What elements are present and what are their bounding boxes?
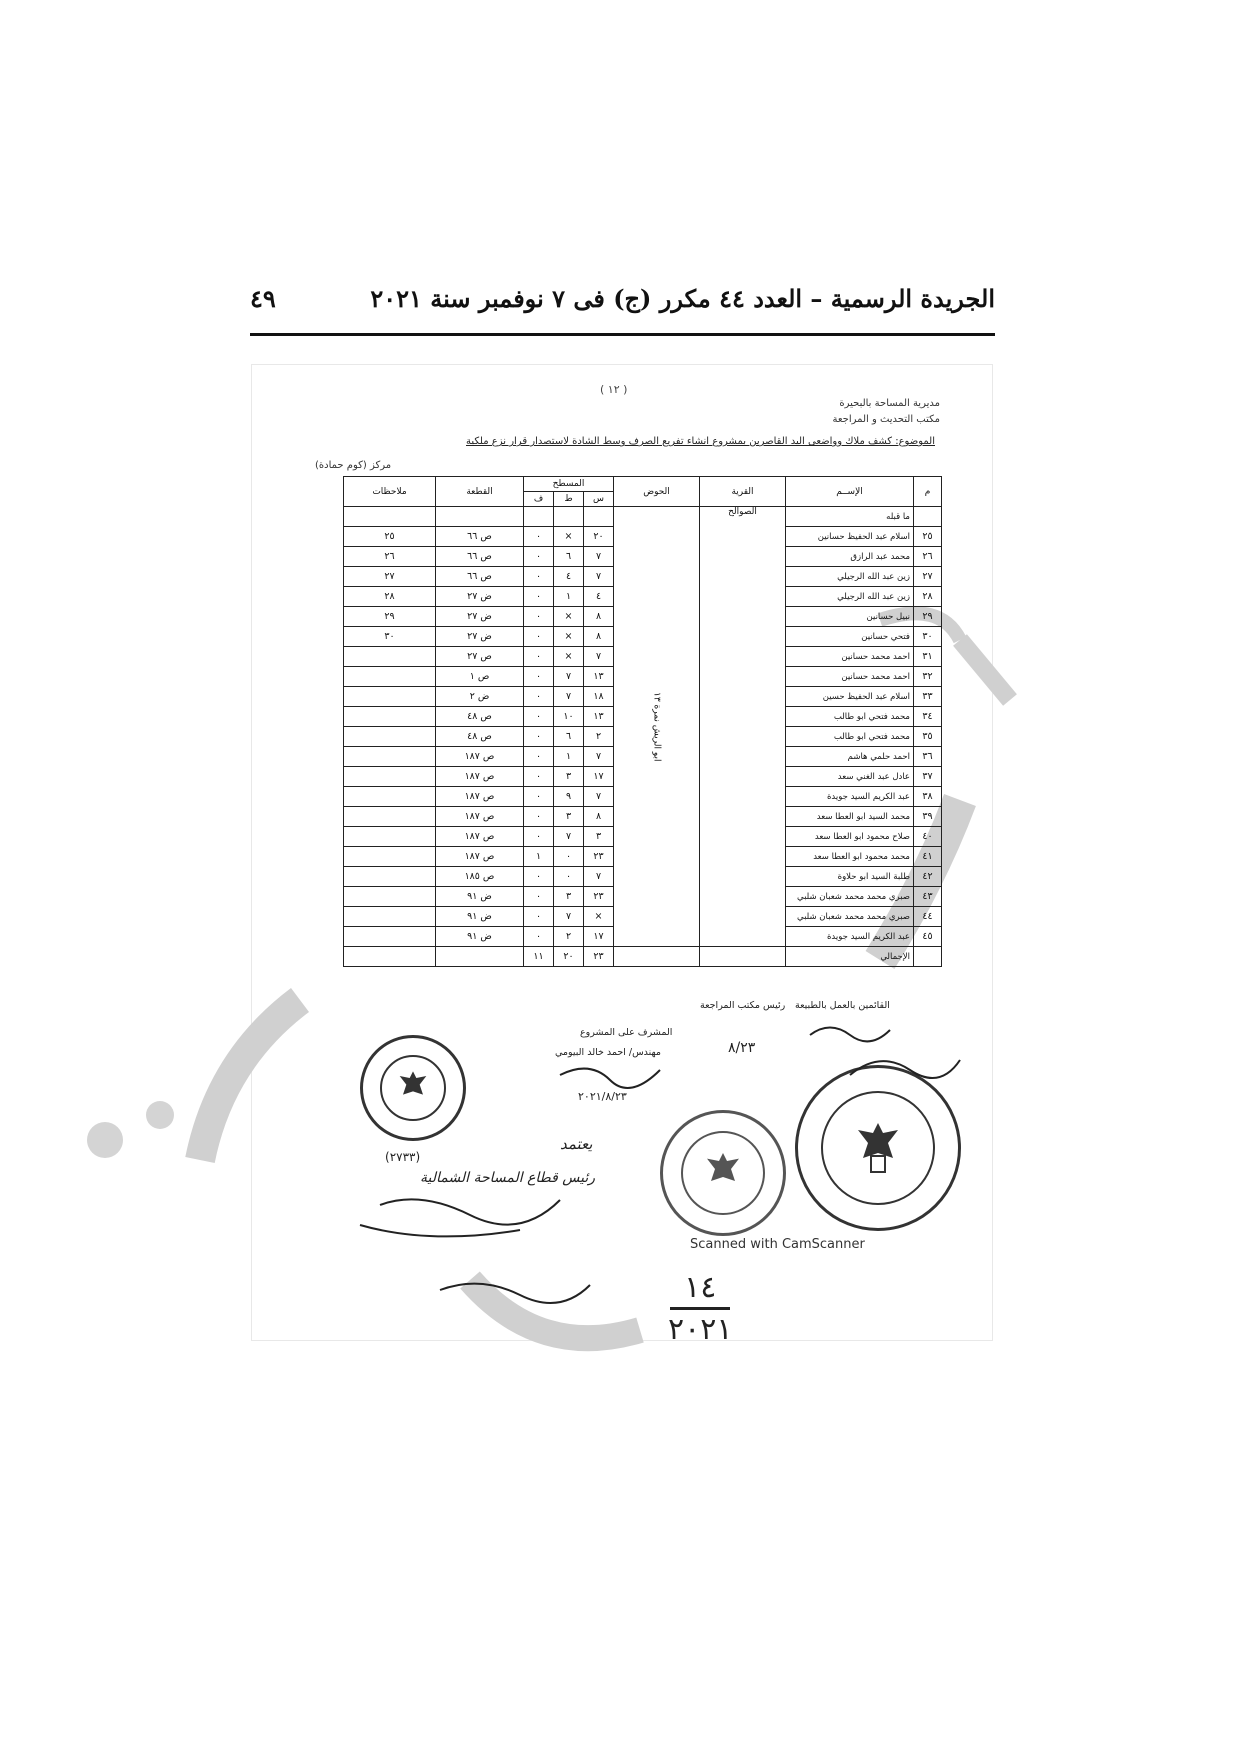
row-num: ٣٦ — [914, 747, 942, 767]
page-fraction — [668, 1270, 732, 1347]
col-name: الإســم — [786, 477, 914, 507]
row-parcel: ص ١٨٧ — [436, 847, 524, 867]
row-feddan: ٠ — [524, 547, 554, 567]
row-num: ٤٥ — [914, 927, 942, 947]
review-head-label: رئيس مكتب المراجعة — [700, 1000, 786, 1011]
row-num: ٤٠ — [914, 827, 942, 847]
row-name: زين عبد الله الرجيلي — [786, 587, 914, 607]
row-qirat: ٧ — [554, 907, 584, 927]
row-sahm: ٣ — [584, 827, 614, 847]
row-sahm: ١٣ — [584, 667, 614, 687]
row-parcel: ص ١٨٧ — [436, 767, 524, 787]
row-parcel: ص ١٨٧ — [436, 827, 524, 847]
row-feddan: ٠ — [524, 567, 554, 587]
row-qirat: ٧ — [554, 687, 584, 707]
row-name: محمد فتحي ابو طالب — [786, 727, 914, 747]
row-name: محمد السيد ابو العطا سعد — [786, 807, 914, 827]
fraction-top: ١٤ — [684, 1270, 717, 1305]
row-parcel: ص ٤٨ — [436, 707, 524, 727]
row-num: ٣٢ — [914, 667, 942, 687]
row-sahm: ٧ — [584, 547, 614, 567]
row-num: ٤٣ — [914, 887, 942, 907]
row-qirat: ٣ — [554, 807, 584, 827]
row-num: ٤٤ — [914, 907, 942, 927]
department-line-1: مديرية المساحة بالبحيرة — [839, 398, 940, 409]
basin-cell: ابو الريش نمرة ١٣ — [614, 507, 700, 947]
row-qirat: ٤ — [554, 567, 584, 587]
total-sahm: ٢٣ — [584, 947, 614, 967]
row-qirat: ٣ — [554, 887, 584, 907]
row-qirat: ٧ — [554, 827, 584, 847]
row-name: اسلام عبد الحفيظ حسين — [786, 687, 914, 707]
row-sahm: ٨ — [584, 607, 614, 627]
col-notes: ملاحظات — [344, 477, 436, 507]
row-feddan: ٠ — [524, 807, 554, 827]
col-basin: الحوض — [614, 477, 700, 507]
survey-staff-label: القائمين بالعمل بالطبيعة — [795, 1000, 890, 1011]
row-qirat: ٠ — [554, 867, 584, 887]
row-num: ٣٤ — [914, 707, 942, 727]
row-parcel: ص ٦٦ — [436, 547, 524, 567]
row-note: ٣٠ — [344, 627, 436, 647]
row-feddan: ٠ — [524, 527, 554, 547]
review-date: ٨/٢٣ — [728, 1040, 756, 1056]
row-name: عادل عبد الغني سعد — [786, 767, 914, 787]
row-sahm: ١٣ — [584, 707, 614, 727]
row-feddan: ٠ — [524, 727, 554, 747]
row-sahm: ٨ — [584, 807, 614, 827]
row-num: ٢٨ — [914, 587, 942, 607]
col-village: القرية — [700, 477, 786, 507]
row-sahm: ٧ — [584, 787, 614, 807]
col-qirat: ط — [554, 492, 584, 507]
registry-code: (٢٧٣٣) — [385, 1150, 421, 1164]
row-name: محمد فتحي ابو طالب — [786, 707, 914, 727]
row-parcel: ض ٢ — [436, 687, 524, 707]
row-feddan: ٠ — [524, 647, 554, 667]
row-parcel: ص ١٨٧ — [436, 787, 524, 807]
row-qirat: × — [554, 627, 584, 647]
row-sahm: ٧ — [584, 567, 614, 587]
row-feddan: ٠ — [524, 827, 554, 847]
row-note: ٢٦ — [344, 547, 436, 567]
row-sahm: ٨ — [584, 627, 614, 647]
row-num: ٣٠ — [914, 627, 942, 647]
row-parcel: ص ١٨٧ — [436, 747, 524, 767]
total-label: الإجمالي — [786, 947, 914, 967]
row-num: ٢٦ — [914, 547, 942, 567]
row-name: زين عبد الله الرجيلي — [786, 567, 914, 587]
carry-label: ما قبله — [786, 507, 914, 527]
row-parcel: ض ٩١ — [436, 907, 524, 927]
row-qirat: ٣ — [554, 767, 584, 787]
row-sahm: ١٨ — [584, 687, 614, 707]
row-sahm: ٢٣ — [584, 887, 614, 907]
row-num: ٣٩ — [914, 807, 942, 827]
row-name: صبري محمد محمد شعبان شلبي — [786, 887, 914, 907]
row-name: احمد محمد حسانين — [786, 647, 914, 667]
row-qirat: ١ — [554, 747, 584, 767]
row-feddan: ٠ — [524, 867, 554, 887]
total-qirat: ٢٠ — [554, 947, 584, 967]
row-name: عبد الكريم السيد جويدة — [786, 927, 914, 947]
fraction-bottom: ٢٠٢١ — [668, 1312, 733, 1347]
total-feddan: ١١ — [524, 947, 554, 967]
row-qirat: ٠ — [554, 847, 584, 867]
row-feddan: ٠ — [524, 787, 554, 807]
row-parcel: ض ٩١ — [436, 927, 524, 947]
approval-head-label: رئيس قطاع المساحة الشمالية — [420, 1170, 596, 1186]
row-parcel: ص ١٨٧ — [436, 807, 524, 827]
row-feddan: ٠ — [524, 607, 554, 627]
row-sahm: ٧ — [584, 867, 614, 887]
row-parcel: ص ١٨٥ — [436, 867, 524, 887]
row-parcel: ص ٦٦ — [436, 567, 524, 587]
row-qirat: ٦ — [554, 547, 584, 567]
row-name: اسلام عبد الحفيظ حسانين — [786, 527, 914, 547]
row-name: محمد عبد الرازق — [786, 547, 914, 567]
row-feddan: ٠ — [524, 707, 554, 727]
page-number: ٤٩ — [250, 284, 276, 313]
row-num: ٣٣ — [914, 687, 942, 707]
row-qirat: ٦ — [554, 727, 584, 747]
row-feddan: ٠ — [524, 667, 554, 687]
department-line-2: مكتب التحديث و المراجعة — [832, 414, 940, 425]
row-num: ٣١ — [914, 647, 942, 667]
row-sahm: ٧ — [584, 647, 614, 667]
row-note: ٢٩ — [344, 607, 436, 627]
engineer-name: مهندس/ احمد خالد البيومي — [555, 1047, 661, 1058]
col-sahm: س — [584, 492, 614, 507]
row-num: ٤١ — [914, 847, 942, 867]
row-note: ٢٨ — [344, 587, 436, 607]
scan-page-label: ( ١٢ ) — [600, 383, 628, 396]
row-parcel: ض ٢٧ — [436, 587, 524, 607]
row-sahm: × — [584, 907, 614, 927]
district-label: مركز (كوم حمادة) — [315, 460, 392, 471]
row-parcel: ص ٢٧ — [436, 647, 524, 667]
village-cell: الصوالح — [700, 507, 786, 947]
row-note: ٢٥ — [344, 527, 436, 547]
row-qirat: ٢ — [554, 927, 584, 947]
row-qirat: ١ — [554, 587, 584, 607]
row-qirat: ١٠ — [554, 707, 584, 727]
row-name: نبيل حسانين — [786, 607, 914, 627]
row-parcel: ص ٤٨ — [436, 727, 524, 747]
gazette-title: الجريدة الرسمية – العدد ٤٤ مكرر (ج) فى ٧ نوفمبر سنة ٢٠٢١ — [370, 284, 995, 313]
certify-note: يعتمد — [560, 1135, 593, 1153]
row-feddan: ٠ — [524, 627, 554, 647]
document-subject: الموضوع: كشف ملاك وواضعى اليد القاصرين بمشروع انشاء تفريع الصرف وسط الشادة لاستصدار قرار نزع ملكية — [466, 436, 935, 447]
row-feddan: ٠ — [524, 747, 554, 767]
row-num: ٤٢ — [914, 867, 942, 887]
row-parcel: ص ٦٦ — [436, 527, 524, 547]
row-qirat: ٧ — [554, 667, 584, 687]
row-num: ٣٥ — [914, 727, 942, 747]
row-feddan: ١ — [524, 847, 554, 867]
row-parcel: ض ٩١ — [436, 887, 524, 907]
row-sahm: ٢٣ — [584, 847, 614, 867]
fraction-line — [670, 1307, 730, 1310]
row-sahm: ٤ — [584, 587, 614, 607]
col-area: المسطح — [524, 477, 614, 492]
row-qirat: × — [554, 647, 584, 667]
row-num: ٣٧ — [914, 767, 942, 787]
row-num: ٢٧ — [914, 567, 942, 587]
row-qirat: × — [554, 607, 584, 627]
col-parcel: القطعة — [436, 477, 524, 507]
row-feddan: ٠ — [524, 907, 554, 927]
row-num: ٢٩ — [914, 607, 942, 627]
row-feddan: ٠ — [524, 687, 554, 707]
row-qirat: ٩ — [554, 787, 584, 807]
row-sahm: ١٧ — [584, 927, 614, 947]
row-num: ٣٨ — [914, 787, 942, 807]
signature-date: ٢٠٢١/٨/٢٣ — [578, 1090, 627, 1103]
row-num: ٢٥ — [914, 527, 942, 547]
row-name: صبري محمد محمد شعبان شلبي — [786, 907, 914, 927]
row-name: محمد محمود ابو العطا سعد — [786, 847, 914, 867]
row-sahm: ١٧ — [584, 767, 614, 787]
row-feddan: ٠ — [524, 587, 554, 607]
camscanner-footer: Scanned with CamScanner — [690, 1237, 865, 1252]
row-name: صلاح محمود ابو العطا سعد — [786, 827, 914, 847]
row-parcel: ص ١ — [436, 667, 524, 687]
row-note: ٢٧ — [344, 567, 436, 587]
row-name: احمد محمد حسانين — [786, 667, 914, 687]
row-name: عبد الكريم السيد جويدة — [786, 787, 914, 807]
row-feddan: ٠ — [524, 767, 554, 787]
col-feddan: ف — [524, 492, 554, 507]
row-parcel: ض ٢٧ — [436, 607, 524, 627]
col-num: م — [914, 477, 942, 507]
row-sahm: ٢ — [584, 727, 614, 747]
row-sahm: ٢٠ — [584, 527, 614, 547]
row-name: احمد حلمي هاشم — [786, 747, 914, 767]
supervisor-label: المشرف على المشروع — [580, 1027, 673, 1038]
row-qirat: × — [554, 527, 584, 547]
row-parcel: ض ٢٧ — [436, 627, 524, 647]
row-feddan: ٠ — [524, 887, 554, 907]
row-sahm: ٧ — [584, 747, 614, 767]
row-feddan: ٠ — [524, 927, 554, 947]
row-name: طلبة السيد ابو حلاوة — [786, 867, 914, 887]
row-name: فتحي حسانين — [786, 627, 914, 647]
